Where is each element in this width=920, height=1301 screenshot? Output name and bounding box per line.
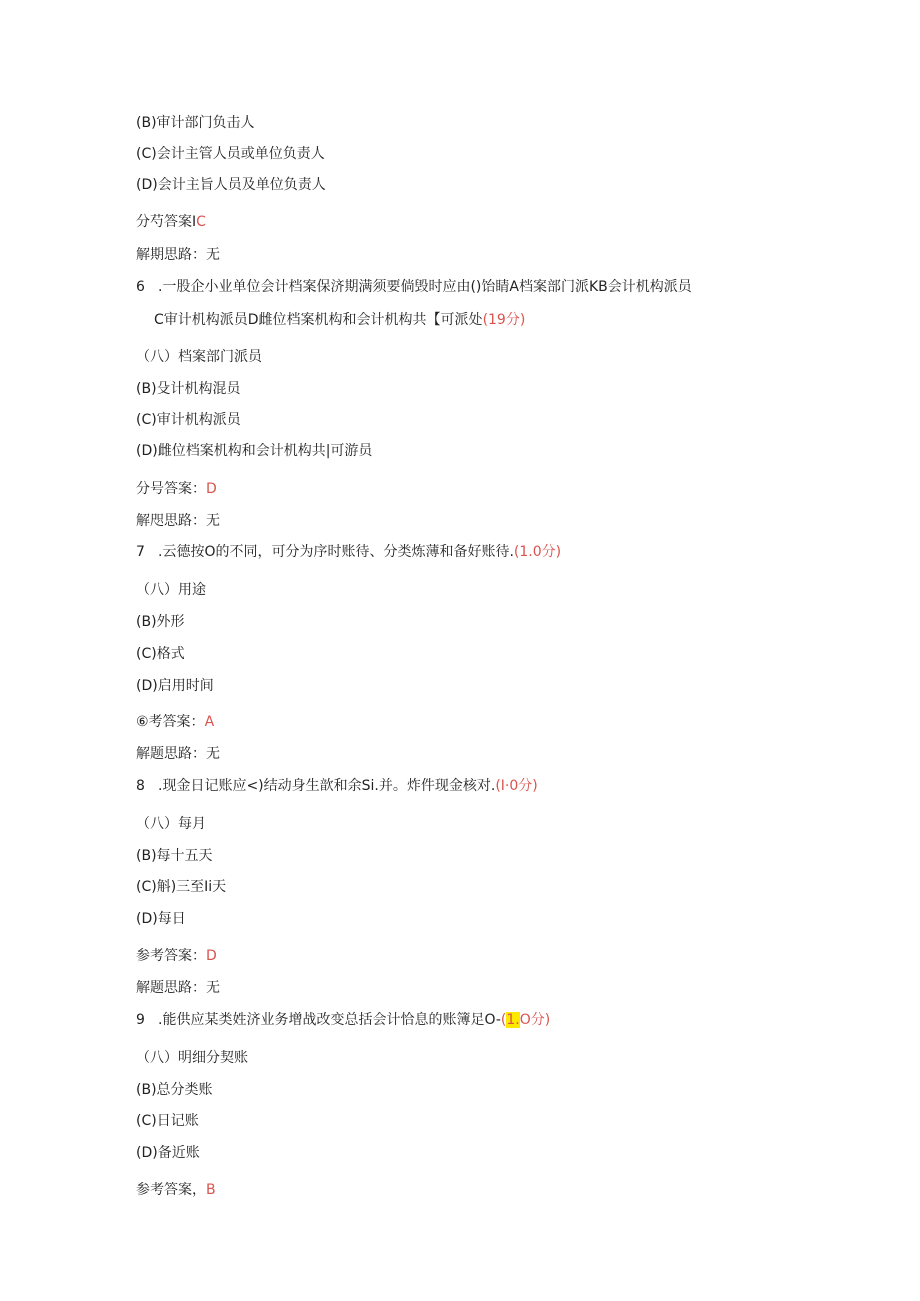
q6-text: .一股企小业单位会计档案保济期满须要倘毁时应由()饴睛A档案部门派KB会计机构派员	[158, 279, 692, 295]
q8-text: .现金日记账应<)结动身生歆和余Si.并。炸件现金核对.	[158, 778, 496, 794]
q9-option-a: （八）明细分契账	[136, 1050, 248, 1066]
q9-number: 9	[136, 1012, 145, 1028]
q8-answer-label: 参考答案：	[136, 948, 206, 964]
q5-option-c: (C)会计主管人员或单位负责人	[136, 146, 325, 162]
q5-option-b: (B)审计部门负击人	[136, 115, 255, 131]
q7-answer-value: A	[204, 714, 215, 730]
q8-score: (I·0分)	[495, 778, 538, 794]
q8-option-c: (C)斛)三至Ii天	[136, 879, 227, 895]
q9-score-rest: O分)	[519, 1012, 551, 1028]
q8-analysis: 解题思路：无	[136, 980, 220, 996]
q6-option-b: (B)殳计机构混员	[136, 381, 241, 397]
q7-analysis: 解题思路：无	[136, 746, 220, 762]
q5-option-d: (D)会计主旨人员及单位负责人	[136, 177, 326, 193]
q6-question	[136, 278, 692, 296]
q9-option-c: (C)日记账	[136, 1113, 199, 1129]
q7-question	[136, 543, 561, 561]
q6-answer-label: 分号答案：	[136, 481, 206, 497]
q8-question	[136, 777, 538, 795]
q7-option-c: (C)格式	[136, 646, 185, 662]
q7-answer-label: ⑥考答案：	[136, 714, 205, 730]
q9-question	[136, 1011, 550, 1029]
q8-option-b: (B)每十五天	[136, 848, 213, 864]
q8-answer	[136, 947, 217, 965]
q8-option-d: (D)每日	[136, 911, 186, 927]
q5-analysis: 解期思路：无	[136, 247, 220, 263]
q6-answer	[136, 480, 217, 498]
q6-question-cont	[154, 311, 525, 329]
q9-text: .能供应某类姓济业务增战改变总括会计恰息的账簿足O-	[158, 1012, 501, 1028]
q9-answer-value: B	[206, 1182, 216, 1198]
q7-text: .云德按O的不同，可分为序时账待、分类炼薄和备好账待.	[158, 544, 514, 560]
q6-option-a: （八）档案部门派员	[136, 349, 262, 365]
q9-score-highlight: 1.	[506, 1012, 520, 1028]
q8-answer-value: D	[206, 948, 217, 964]
q6-score: (19分)	[482, 312, 526, 328]
q6-answer-value: D	[206, 481, 217, 497]
q9-option-d: (D)备近账	[136, 1145, 200, 1161]
q9-answer-label: 参考答案，	[136, 1182, 206, 1198]
q8-number: 8	[136, 778, 145, 794]
q5-answer	[136, 213, 206, 231]
q7-answer	[136, 713, 214, 731]
q9-score-open: (	[500, 1012, 507, 1028]
q7-option-b: (B)外形	[136, 614, 185, 630]
q7-option-a: （八）用途	[136, 582, 206, 598]
q7-number: 7	[136, 544, 145, 560]
q7-option-d: (D)启用时间	[136, 678, 214, 694]
q5-answer-label: 分芍答案I	[136, 214, 197, 230]
q6-option-d: (D)雌位档案机构和会计机构共|可游员	[136, 443, 373, 459]
q9-option-b: (B)总分类账	[136, 1082, 213, 1098]
q6-number: 6	[136, 279, 145, 295]
q6-text-cont: C审计机构派员D雌位档案机构和会计机构共【可派处	[154, 312, 483, 328]
q7-score: (1.0分)	[513, 544, 562, 560]
q6-option-c: (C)审计机构派员	[136, 412, 241, 428]
q9-answer	[136, 1181, 216, 1199]
q8-option-a: （八）每月	[136, 816, 206, 832]
q5-answer-value: C	[196, 214, 206, 230]
q6-analysis: 解咫思路：无	[136, 513, 220, 529]
